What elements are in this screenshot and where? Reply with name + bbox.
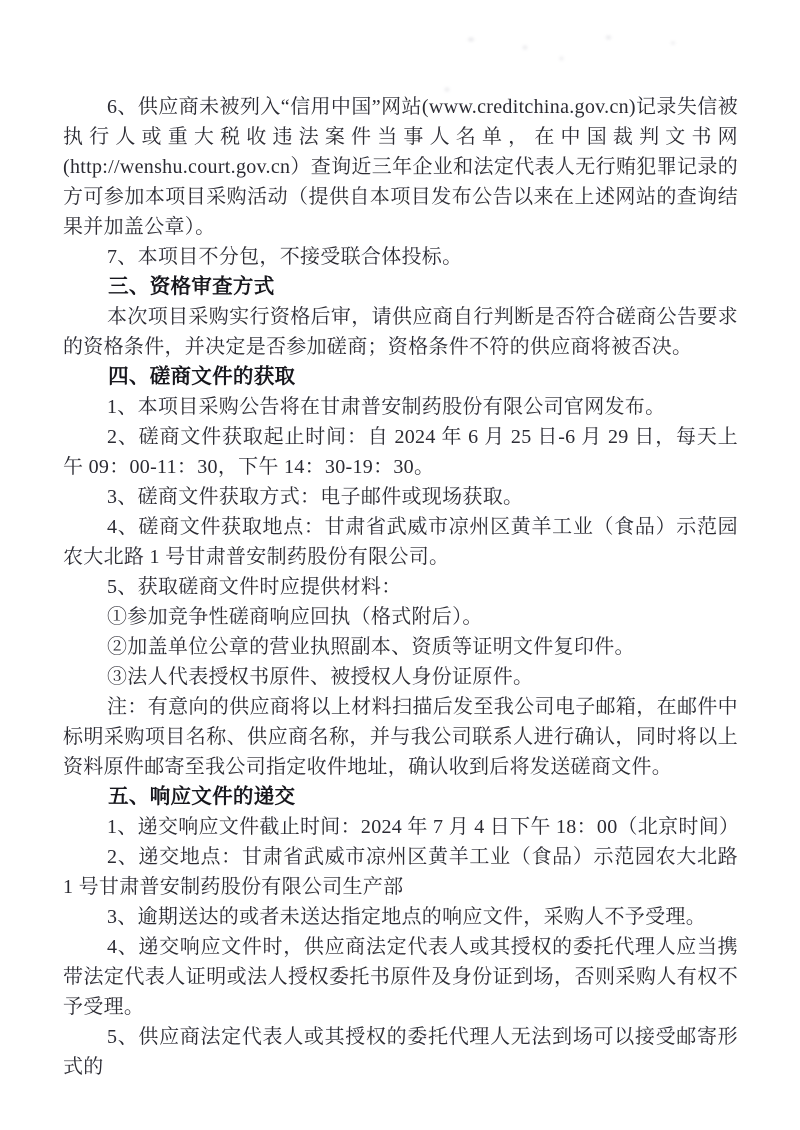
paragraph: 7、本项目不分包，不接受联合体投标。 bbox=[107, 246, 463, 268]
paragraph: 3、磋商文件获取方式：电子邮件或现场获取。 bbox=[107, 486, 524, 508]
paragraph: ②加盖单位公章的营业执照副本、资质等证明文件复印件。 bbox=[107, 636, 635, 658]
paragraph: 2、递交地点：甘肃省武威市凉州区黄羊工业（食品）示范园农大北路 1 号甘肃普安制药股份有限公司生产部 bbox=[63, 846, 738, 898]
paragraph: 注：有意向的供应商将以上材料扫描后发至我公司电子邮箱，在邮件中标明采购项目名称、供应商名称，并与我公司联系人进行确认，同时将以上资料原件邮寄至我公司指定收件地址，确认收到后将发送磋商文件。 bbox=[63, 696, 738, 778]
scan-artifact bbox=[560, 57, 563, 60]
scan-artifact bbox=[523, 46, 527, 49]
paragraph: 1、本项目采购公告将在甘肃普安制药股份有限公司官网发布。 bbox=[107, 396, 666, 418]
paragraph: 1、递交响应文件截止时间：2024 年 7 月 4 日下午 18：00（北京时间） bbox=[107, 816, 740, 838]
paragraph: 4、磋商文件获取地点：甘肃省武威市凉州区黄羊工业（食品）示范园农大北路 1 号甘肃普安制药股份有限公司。 bbox=[63, 516, 738, 568]
paragraph: 3、逾期送达的或者未送达指定地点的响应文件，采购人不予受理。 bbox=[107, 906, 706, 928]
scan-artifact bbox=[445, 88, 449, 91]
scan-artifact bbox=[468, 38, 474, 41]
section-heading: 三、资格审查方式 bbox=[108, 275, 275, 298]
scan-artifact bbox=[606, 36, 611, 39]
paragraph: 5、获取磋商文件时应提供材料： bbox=[107, 576, 402, 598]
paragraph: ③法人代表授权书原件、被授权人身份证原件。 bbox=[107, 666, 534, 688]
paragraph: ①参加竞争性磋商响应回执（格式附后）。 bbox=[107, 606, 483, 628]
paragraph: 5、供应商法定代表人或其授权的委托代理人无法到场可以接受邮寄形式的 bbox=[63, 1026, 738, 1078]
paragraph: 2、磋商文件获取起止时间：自 2024 年 6 月 25 日-6 月 29 日，每天上午 09：00-11：30，下午 14：30-19：30。 bbox=[63, 426, 738, 478]
paragraph: 6、供应商未被列入“信用中国”网站(www.creditchina.gov.cn)记录失信被执行人或重大税收违法案件当事人名单，在中国裁判文书网(http://wenshu.court.gov.cn）查询近三年企业和法定代表人无行贿犯罪记录的方可参加本项目采购活动（提供自本项目发布公告以来在上述网站的查询结果并加盖公章）。 bbox=[63, 96, 738, 238]
section-heading: 五、响应文件的递交 bbox=[108, 785, 296, 808]
document-body bbox=[63, 92, 738, 1082]
paragraph: 4、递交响应文件时，供应商法定代表人或其授权的委托代理人应当携带法定代表人证明或法人授权委托书原件及身份证到场，否则采购人有权不予受理。 bbox=[63, 936, 738, 1018]
section-heading: 四、磋商文件的获取 bbox=[108, 365, 296, 388]
paragraph: 本次项目采购实行资格后审，请供应商自行判断是否符合磋商公告要求的资格条件，并决定是否参加磋商；资格条件不符的供应商将被否决。 bbox=[63, 306, 738, 358]
scan-artifact bbox=[671, 42, 675, 44]
